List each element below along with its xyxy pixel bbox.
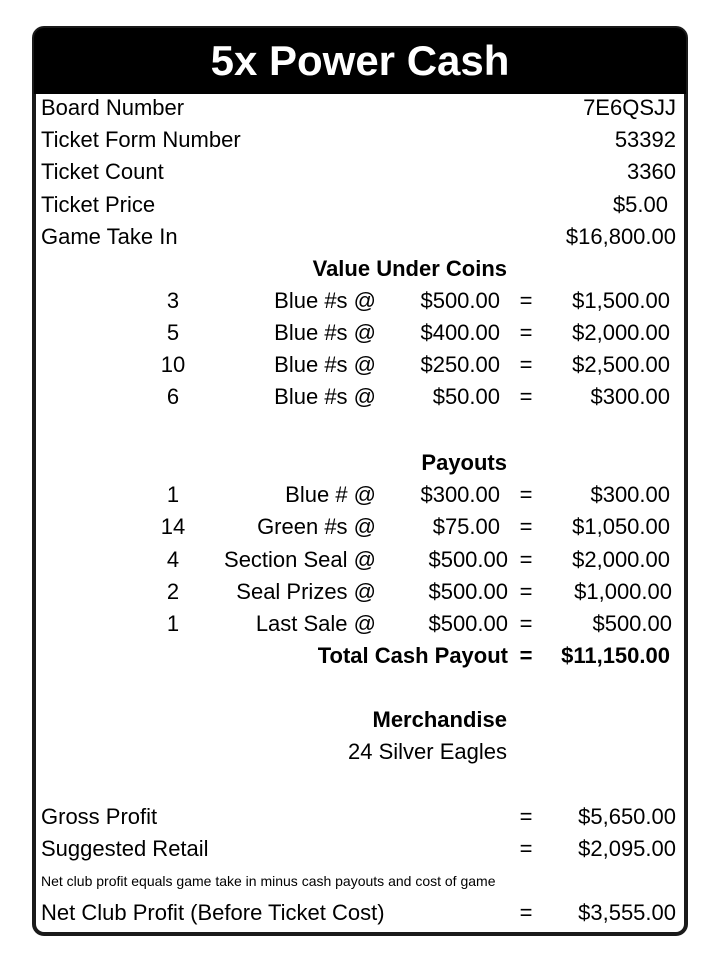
total-cash-payout-value: $11,150.00 — [561, 643, 670, 668]
vuc-count: 3 — [166, 288, 180, 313]
net-profit-note: Net club profit equals game take in minus cash payouts and cost of game — [41, 873, 496, 889]
vuc-total: $300.00 — [590, 384, 670, 409]
vuc-price: $50.00 — [432, 384, 500, 409]
payout-label: Green #s @ — [257, 514, 376, 539]
vuc-count: 10 — [160, 352, 186, 377]
value-under-coins-heading: Value Under Coins — [312, 256, 507, 281]
vuc-label: Blue #s @ — [274, 384, 376, 409]
vuc-equals: = — [519, 384, 533, 409]
net-club-profit-equals: = — [519, 900, 533, 925]
ticket-price-label: Ticket Price — [41, 192, 156, 217]
vuc-count: 5 — [166, 320, 180, 345]
vuc-total: $1,500.00 — [572, 288, 670, 313]
net-club-profit-label: Net Club Profit (Before Ticket Cost) — [41, 900, 385, 925]
payout-equals: = — [519, 611, 533, 636]
game-take-in-label: Game Take In — [41, 224, 178, 249]
ticket-form-number-label: Ticket Form Number — [41, 127, 241, 152]
payout-equals: = — [519, 514, 533, 539]
vuc-count: 6 — [166, 384, 180, 409]
vuc-label: Blue #s @ — [274, 352, 376, 377]
vuc-equals: = — [519, 288, 533, 313]
payout-label: Seal Prizes @ — [236, 579, 376, 604]
vuc-total: $2,500.00 — [572, 352, 670, 377]
payout-total: $500.00 — [592, 611, 672, 636]
gross-profit-equals: = — [519, 804, 533, 829]
vuc-label: Blue #s @ — [274, 288, 376, 313]
suggested-retail-label: Suggested Retail — [41, 836, 209, 861]
payout-count: 4 — [166, 547, 180, 572]
payout-equals: = — [519, 547, 533, 572]
board-number-label: Board Number — [41, 95, 185, 120]
payout-price: $75.00 — [432, 514, 500, 539]
payout-label: Section Seal @ — [224, 547, 376, 572]
vuc-label: Blue #s @ — [274, 320, 376, 345]
payout-count: 1 — [166, 611, 180, 636]
payout-label: Last Sale @ — [255, 611, 376, 636]
payout-price: $300.00 — [420, 482, 500, 507]
payouts-heading: Payouts — [421, 450, 507, 475]
vuc-equals: = — [519, 320, 533, 345]
total-cash-payout-equals: = — [519, 643, 533, 668]
ticket-count-label: Ticket Count — [41, 159, 164, 184]
payout-count: 1 — [166, 482, 180, 507]
payout-total: $1,000.00 — [574, 579, 672, 604]
vuc-price: $250.00 — [420, 352, 500, 377]
suggested-retail-value: $2,095.00 — [578, 836, 676, 861]
gross-profit-value: $5,650.00 — [578, 804, 676, 829]
payout-price: $500.00 — [428, 547, 508, 572]
payout-label: Blue # @ — [285, 482, 376, 507]
payout-total: $2,000.00 — [572, 547, 670, 572]
payout-price: $500.00 — [428, 611, 508, 636]
game-title: 5x Power Cash — [34, 28, 686, 94]
payout-equals: = — [519, 579, 533, 604]
payout-total: $1,050.00 — [572, 514, 670, 539]
total-cash-payout-label: Total Cash Payout — [317, 643, 508, 668]
vuc-total: $2,000.00 — [572, 320, 670, 345]
vuc-price: $400.00 — [420, 320, 500, 345]
payout-count: 2 — [166, 579, 180, 604]
gross-profit-label: Gross Profit — [41, 804, 158, 829]
suggested-retail-equals: = — [519, 836, 533, 861]
payout-equals: = — [519, 482, 533, 507]
merchandise-item: 24 Silver Eagles — [348, 739, 507, 764]
vuc-price: $500.00 — [420, 288, 500, 313]
payout-price: $500.00 — [428, 579, 508, 604]
ticket-price-value: $5.00 — [612, 192, 668, 217]
ticket-form-number-value: 53392 — [614, 127, 676, 152]
net-club-profit-value: $3,555.00 — [578, 900, 676, 925]
board-number-value: 7E6QSJJ — [583, 95, 676, 120]
payout-total: $300.00 — [590, 482, 670, 507]
game-take-in-value: $16,800.00 — [565, 224, 676, 249]
payout-count: 14 — [160, 514, 186, 539]
merchandise-heading: Merchandise — [372, 707, 507, 732]
vuc-equals: = — [519, 352, 533, 377]
ticket-count-value: 3360 — [627, 159, 676, 184]
